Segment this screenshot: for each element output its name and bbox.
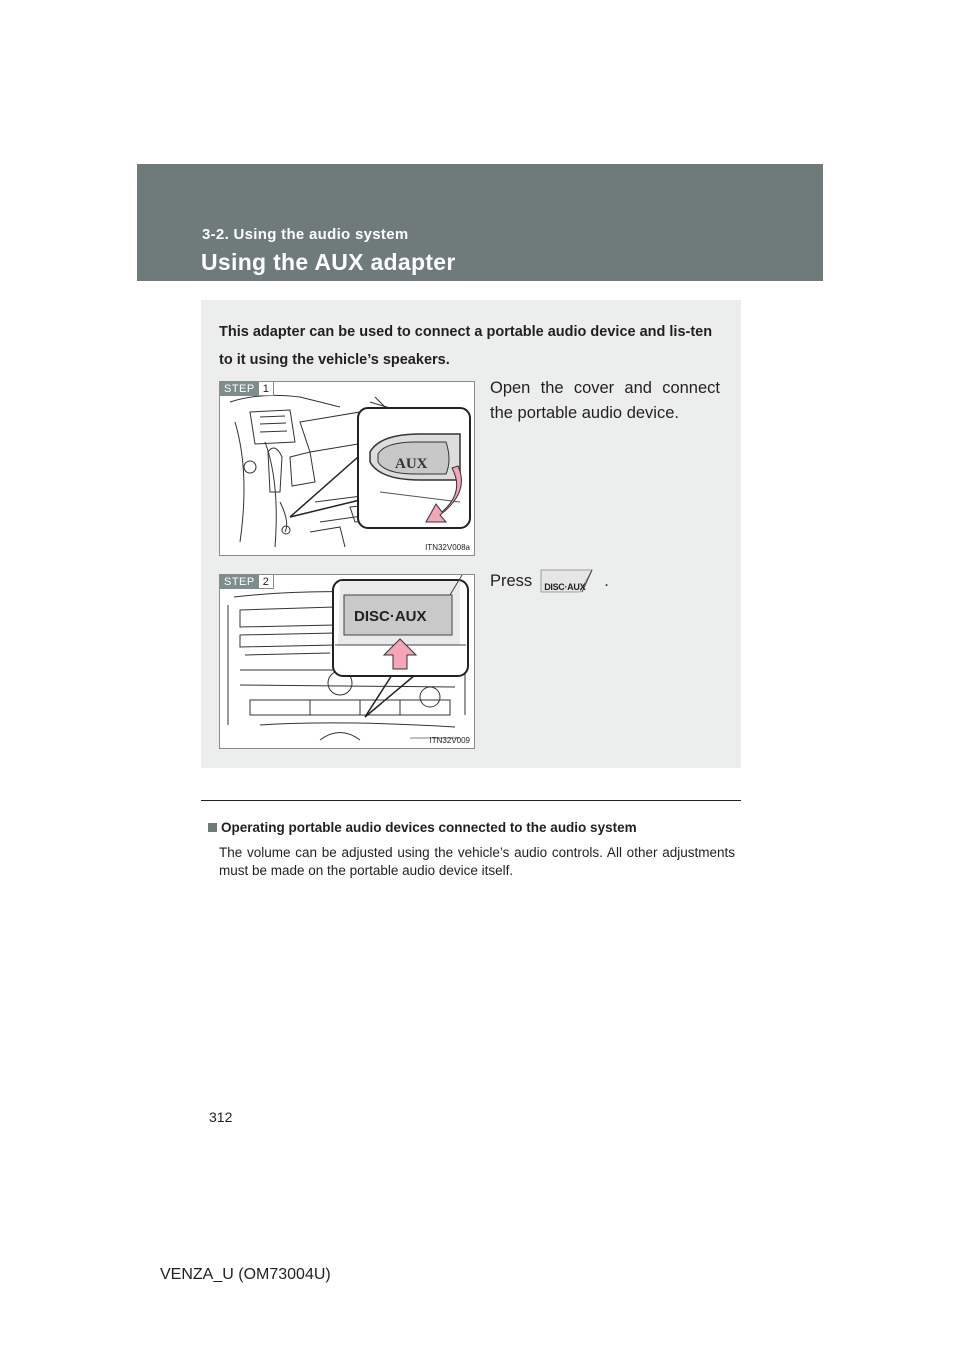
step-2-text-before: Press [490,571,533,590]
step-badge-label: STEP [220,575,259,589]
step-1-figure [219,381,475,556]
dashboard-aux-illustration [220,382,474,555]
page-title: Using the AUX adapter [201,249,456,275]
aux-port-label: AUX [395,456,428,472]
note-heading-text: Operating portable audio devices connected to the audio system [221,820,637,835]
page-number: 312 [209,1109,233,1125]
step-1-text: Open the cover and connect the portable audio device. [490,379,720,422]
step-badge-label: STEP [220,382,259,396]
step-badge-number: 1 [259,382,274,396]
step-2-text [490,568,720,594]
figure-code: ITN32V008a [425,543,470,552]
disc-aux-button-label: DISC·AUX [544,582,586,592]
step-2-badge [220,575,274,589]
step-2-text-after: . [604,571,609,590]
disc-aux-label: DISC·AUX [354,608,427,625]
note-heading [208,820,637,835]
step-badge-number: 2 [259,575,274,589]
disc-aux-button-icon [540,568,600,594]
intro-text: This adapter can be used to connect a portable audio device and lis-ten to it using the vehicle’s speakers. [219,324,713,368]
step-1-badge [220,382,274,396]
square-bullet-icon [208,823,217,832]
audio-panel-illustration [220,575,474,748]
section-divider [201,800,741,801]
step-2-figure [219,574,475,749]
figure-code: ITN32V009 [429,736,470,745]
note-body: The volume can be adjusted using the vehicle’s audio controls. All other adjustments must be made on the portable audio device itself. [219,845,735,878]
section-label: 3-2. Using the audio system [202,226,409,243]
footer-code: VENZA_U (OM73004U) [160,1266,331,1283]
